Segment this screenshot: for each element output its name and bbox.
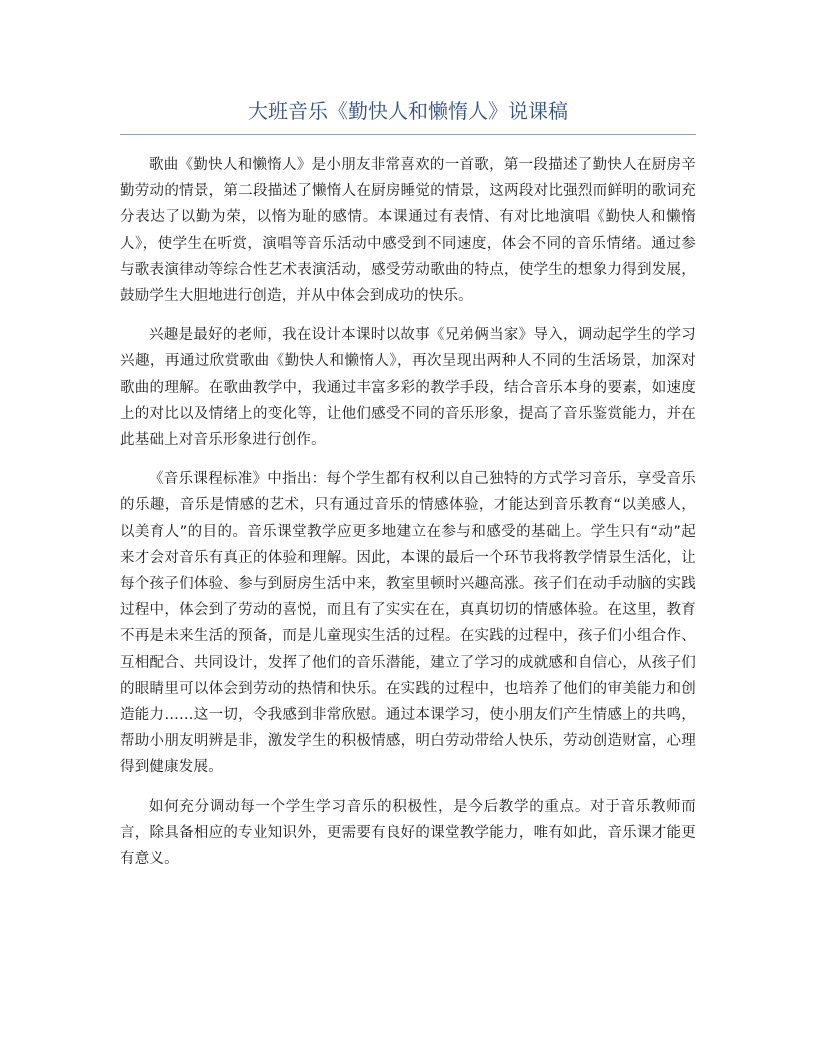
paragraph-interest: 兴趣是最好的老师，我在设计本课时以故事《兄弟俩当家》导入，调动起学生的学习兴趣，再通过欣赏歌曲《勤快人和懒惰人》，再次呈现出两种人不同的生活场景，加深对歌曲的理解。在歌曲教学中，我通过丰富多彩的教学手段，结合音乐本身的要素，如速度上的对比以及情绪上的变化等，让他们感受不同的音乐形象，提高了音乐鉴赏能力，并在此基础上对音乐形象进行创作。 [120,327,696,449]
document-title: 大班音乐《勤快人和懒惰人》说课稿 [248,99,568,123]
paragraph-conclusion: 如何充分调动每一个学生学习音乐的积极性，是今后教学的重点。对于音乐教师而言，除具备相应的专业知识外，更需要有良好的课堂教学能力，唯有如此，音乐课才能更有意义。 [120,798,696,868]
paragraph-standard: 《音乐课程标准》中指出：每个学生都有权利以自己独特的方式学习音乐，享受音乐的乐趣，音乐是情感的艺术，只有通过音乐的情感体验，才能达到音乐教育“以美感人，以美育人”的目的。音乐课堂教学应更多地建立在参与和感受的基础上。学生只有“动”起来才会对音乐有真正的体验和理解。因此，本课的最后一个环节我将教学情景生活化，让每个孩子们体验、参与到厨房生活中来，教室里顿时兴趣高涨。孩子们在动手动脑的实践过程中，体会到了劳动的喜悦，而且有了实实在在，真真切切的情感体验。在这里，教育不再是未来生活的预备，而是儿童现实生活的过程。在实践的过程中，孩子们小组合作、互相配合、共同设计，发挥了他们的音乐潜能，建立了学习的成就感和自信心，从孩子们的眼睛里可以体会到劳动的热情和快乐。在实践的过程中，也培养了他们的审美能力和创造能力……这一切，令我感到非常欣慰。通过本课学习，使小朋友们产生情感上的共鸣，帮助小朋友明辨是非，激发学生的积极情感，明白劳动带给人快乐，劳动创造财富，心理得到健康发展。 [120,471,696,776]
document-body [120,152,696,885]
title-underline [120,134,696,135]
paragraph-intro: 歌曲《勤快人和懒惰人》是小朋友非常喜欢的一首歌，第一段描述了勤快人在厨房辛勤劳动的情景，第二段描述了懒惰人在厨房睡觉的情景，这两段对比强烈而鲜明的歌词充分表达了以勤为荣，以惰为耻的感情。本课通过有表情、有对比地演唱《勤快人和懒惰人》，使学生在听赏，演唱等音乐活动中感受到不同速度，体会不同的音乐情绪。通过参与歌表演律动等综合性艺术表演活动，感受劳动歌曲的特点，使学生的想象力得到发展，鼓励学生大胆地进行创造，并从中体会到成功的快乐。 [120,157,696,305]
